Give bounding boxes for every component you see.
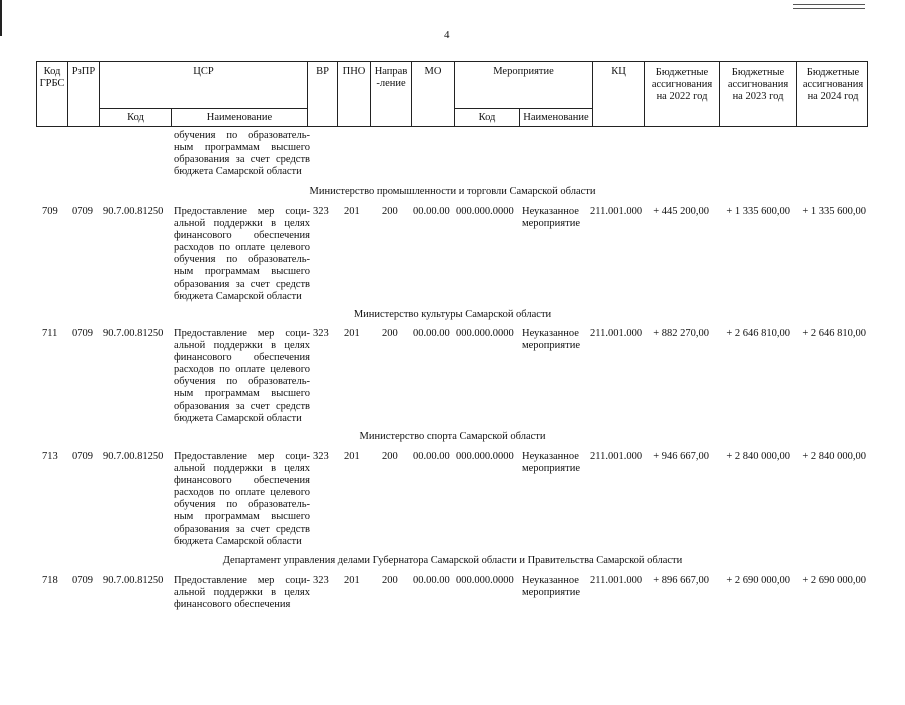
top-rule-1 xyxy=(793,4,865,5)
description-line: расходов по оплате целевого xyxy=(174,364,310,376)
csr-code: 90.7.00.81250 xyxy=(103,206,164,217)
page-number: 4 xyxy=(444,29,450,41)
budget-2023: + 2 840 000,00 xyxy=(726,451,790,462)
vr-code: 323 xyxy=(313,451,329,462)
meropriyatie-name xyxy=(522,328,580,352)
description-line: альной поддержки в целях xyxy=(174,587,310,599)
description-line: альной поддержки в целях xyxy=(174,340,310,352)
rzpr-code: 0709 xyxy=(72,328,93,339)
description-line: образования за счет средств xyxy=(174,523,310,535)
csr-description xyxy=(174,575,310,611)
description-line: финансового обеспечения xyxy=(174,352,310,364)
description-line: обучения по образователь- xyxy=(174,254,310,266)
budget-2023: + 2 646 810,00 xyxy=(726,328,790,339)
section-title: Министерство промышленности и торговли Самарской области xyxy=(309,186,596,197)
header-csr-kod: Код xyxy=(127,112,144,123)
kc-code: 211.001.000 xyxy=(590,575,643,586)
meropriyatie-name xyxy=(522,575,580,599)
grbs-code: 718 xyxy=(42,575,58,586)
header-mer-kod: Код xyxy=(478,112,496,123)
table-header xyxy=(36,61,868,127)
header-mer-name: Наименование xyxy=(523,112,589,123)
pno-code: 201 xyxy=(344,206,360,217)
csr-description xyxy=(174,206,310,303)
description-line: Предоставление мер соци- xyxy=(174,575,310,586)
continuation-line: бюджета Самарской области xyxy=(174,166,302,178)
kc-code: 211.001.000 xyxy=(590,328,643,339)
budget-2022: + 882 270,00 xyxy=(653,328,709,339)
meropriyatie-code: 000.000.0000 xyxy=(456,575,514,586)
rzpr-code: 0709 xyxy=(72,575,93,586)
meropriyatie-code: 000.000.0000 xyxy=(456,206,514,217)
continuation-line: ным программам высшего xyxy=(174,142,310,154)
description-line: финансового обеспечения xyxy=(174,230,310,242)
pno-code: 201 xyxy=(344,328,360,339)
csr-description xyxy=(174,328,310,425)
kc-code: 211.001.000 xyxy=(590,206,643,217)
section-title: Министерство культуры Самарской области xyxy=(353,309,552,320)
description-line: финансового обеспечения xyxy=(174,475,310,487)
budget-2024: + 1 335 600,00 xyxy=(802,206,866,217)
description-line: обучения по образователь- xyxy=(174,499,310,511)
description-line: ным программам высшего xyxy=(174,388,310,400)
meropriyatie-name-line: мероприятие xyxy=(522,218,580,230)
description-line: образования за счет средств xyxy=(174,400,310,412)
header-pno: ПНО xyxy=(342,66,366,77)
continuation-line: обучения по образователь- xyxy=(174,130,310,141)
csr-code: 90.7.00.81250 xyxy=(103,451,164,462)
napravlenie-code: 200 xyxy=(382,575,398,586)
budget-2024: + 2 646 810,00 xyxy=(802,328,866,339)
header-rzpr: РзПР xyxy=(71,66,96,77)
napravlenie-code: 200 xyxy=(382,328,398,339)
description-line: альной поддержки в целях xyxy=(174,218,310,230)
meropriyatie-name xyxy=(522,206,580,230)
header-csr: ЦСР xyxy=(193,66,214,77)
kc-code: 211.001.000 xyxy=(590,451,643,462)
description-line: обучения по образователь- xyxy=(174,376,310,388)
header-b2023: Бюджетные ассигнования на 2023 год xyxy=(727,67,789,102)
csr-code: 90.7.00.81250 xyxy=(103,575,164,586)
grbs-code: 709 xyxy=(42,206,58,217)
csr-description xyxy=(174,451,310,548)
header-kc: КЦ xyxy=(611,66,626,77)
header-csr-name: Наименование xyxy=(206,112,273,123)
meropriyatie-name-line: Неуказанное xyxy=(522,575,579,586)
mo-code: 00.00.00 xyxy=(413,328,450,339)
mo-code: 00.00.00 xyxy=(413,206,450,217)
section-title: Департамент управления делами Губернатора Самарской области и Правительства Самарской области xyxy=(222,555,683,566)
table-row xyxy=(0,575,905,705)
vr-code: 323 xyxy=(313,206,329,217)
csr-code: 90.7.00.81250 xyxy=(103,328,164,339)
top-rule-2 xyxy=(793,8,865,9)
header-napravlenie: Направ-ление xyxy=(374,66,408,89)
description-line: Предоставление мер соци- xyxy=(174,206,310,217)
grbs-code: 711 xyxy=(42,328,58,339)
meropriyatie-name-line: мероприятие xyxy=(522,463,580,475)
budget-2022: + 946 667,00 xyxy=(653,451,709,462)
budget-2024: + 2 690 000,00 xyxy=(802,575,866,586)
meropriyatie-name-line: Неуказанное xyxy=(522,451,579,462)
description-line: образования за счет средств xyxy=(174,278,310,290)
description-line: ным программам высшего xyxy=(174,511,310,523)
section-title: Министерство спорта Самарской области xyxy=(359,431,546,442)
pno-code: 201 xyxy=(344,451,360,462)
left-edge-mark xyxy=(0,0,2,36)
description-line: альной поддержки в целях xyxy=(174,463,310,475)
rzpr-code: 0709 xyxy=(72,206,93,217)
description-line: расходов по оплате целевого xyxy=(174,487,310,499)
description-line: ным программам высшего xyxy=(174,266,310,278)
vr-code: 323 xyxy=(313,575,329,586)
header-b2024: Бюджетные ассигнования на 2024 год xyxy=(802,67,864,102)
budget-2022: + 445 200,00 xyxy=(653,206,709,217)
meropriyatie-name xyxy=(522,451,580,475)
description-line: бюджета Самарской области xyxy=(174,290,302,302)
description-line: бюджета Самарской области xyxy=(174,535,302,547)
mo-code: 00.00.00 xyxy=(413,575,450,586)
napravlenie-code: 200 xyxy=(382,206,398,217)
meropriyatie-name-line: мероприятие xyxy=(522,340,580,352)
mo-code: 00.00.00 xyxy=(413,451,450,462)
description-line: финансового обеспечения xyxy=(174,599,291,611)
meropriyatie-code: 000.000.0000 xyxy=(456,451,514,462)
meropriyatie-name-line: Неуказанное xyxy=(522,206,579,217)
header-mo: МО xyxy=(424,66,442,77)
header-vr: ВР xyxy=(316,66,329,77)
description-line: Предоставление мер соци- xyxy=(174,328,310,339)
vr-code: 323 xyxy=(313,328,329,339)
rzpr-code: 0709 xyxy=(72,451,93,462)
header-kod-grbs: Код ГРБС xyxy=(39,66,65,89)
header-b2022: Бюджетные ассигнования на 2022 год xyxy=(651,67,713,102)
meropriyatie-name-line: Неуказанное xyxy=(522,328,579,339)
meropriyatie-name-line: мероприятие xyxy=(522,587,580,599)
budget-2023: + 2 690 000,00 xyxy=(726,575,790,586)
grbs-code: 713 xyxy=(42,451,58,462)
description-line: Предоставление мер соци- xyxy=(174,451,310,462)
budget-2024: + 2 840 000,00 xyxy=(802,451,866,462)
description-line: бюджета Самарской области xyxy=(174,412,302,424)
pno-code: 201 xyxy=(344,575,360,586)
meropriyatie-code: 000.000.0000 xyxy=(456,328,514,339)
budget-2022: + 896 667,00 xyxy=(653,575,709,586)
description-line: расходов по оплате целевого xyxy=(174,242,310,254)
napravlenie-code: 200 xyxy=(382,451,398,462)
continuation-line: образования за счет средств xyxy=(174,154,310,166)
budget-2023: + 1 335 600,00 xyxy=(726,206,790,217)
header-meropriyatie: Мероприятие xyxy=(493,66,554,77)
